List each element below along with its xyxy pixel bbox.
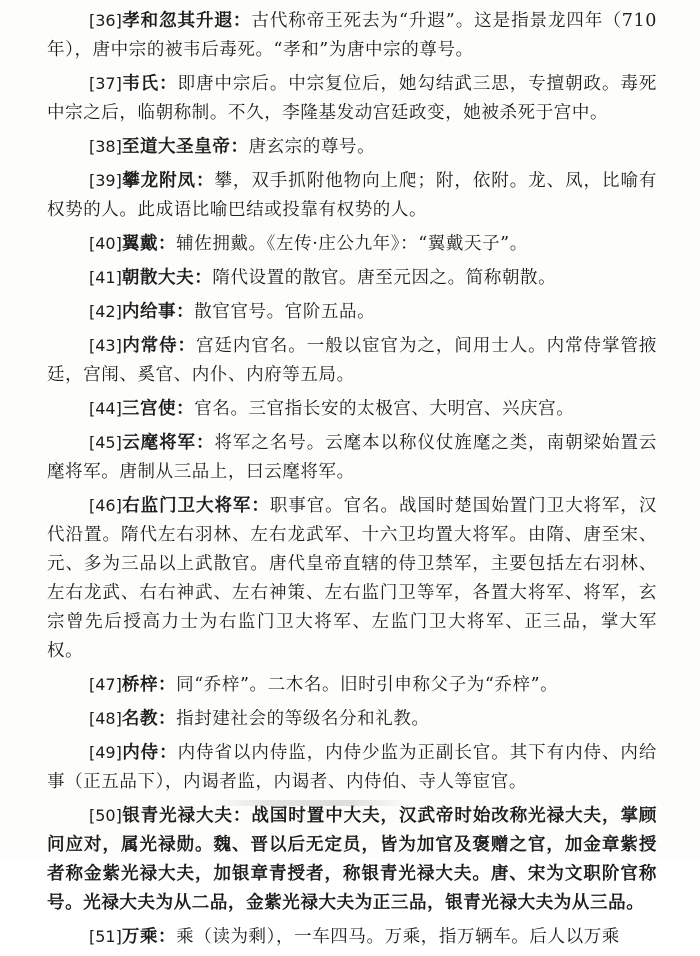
note-body: 攀，双手抓附他物向上爬；附，依附。龙、凤，比喻有权势的人。此成语比喻巴结或投靠有权势的人。 bbox=[47, 171, 657, 220]
note-term: 至道大圣皇帝： bbox=[121, 137, 249, 157]
note-term: 右监门卫大将军： bbox=[121, 496, 270, 516]
note-number: [51] bbox=[89, 927, 122, 946]
note-body: 内侍省以内侍监，内侍少监为正副长官。其下有内侍、内给事（正五品下），内谒者监，内谒者、内侍伯、寺人等宦官。 bbox=[47, 743, 657, 792]
note-body: 将军之名号。云麾本以称仪仗旌麾之类，南朝梁始置云麾将军。唐制从三品上，曰云麾将军。 bbox=[47, 433, 657, 482]
note-body: 隋代设置的散官。唐至元因之。简称朝散。 bbox=[212, 268, 557, 288]
note-number: [37] bbox=[89, 74, 122, 93]
note-number: [38] bbox=[89, 137, 122, 156]
note-number: [45] bbox=[89, 433, 122, 452]
note-number: [41] bbox=[89, 268, 122, 287]
note-term: 孝和忽其升遐： bbox=[121, 11, 252, 31]
note-number: [39] bbox=[89, 171, 122, 190]
note-term: 内常侍： bbox=[121, 336, 197, 356]
note-number: [48] bbox=[89, 709, 122, 728]
note-36 bbox=[47, 6, 657, 65]
note-49 bbox=[47, 738, 657, 797]
note-number: [42] bbox=[89, 302, 122, 321]
note-42 bbox=[47, 297, 657, 327]
note-number: [47] bbox=[89, 675, 122, 694]
note-number: [36] bbox=[89, 11, 122, 30]
note-body: 乘（读为剩），一车四马。万乘，指万辆车。后人以万乘 bbox=[176, 927, 620, 947]
note-term: 内侍： bbox=[121, 743, 178, 763]
note-term: 内给事： bbox=[121, 302, 195, 322]
bleed-through-smudge bbox=[210, 800, 410, 806]
note-40 bbox=[47, 229, 657, 259]
note-body: 唐玄宗的尊号。 bbox=[248, 137, 376, 157]
note-number: [44] bbox=[89, 399, 122, 418]
note-body: 辅佐拥戴。《左传·庄公九年》：“翼戴天子”。 bbox=[176, 234, 528, 254]
note-body: 古代称帝王死去为“升遐”。这是指景龙四年（710年），唐中宗的被韦后毒死。“孝和”为唐中宗的尊号。 bbox=[47, 11, 657, 60]
note-term: 翼戴： bbox=[121, 234, 177, 254]
note-number: [43] bbox=[89, 336, 122, 355]
note-term: 名教： bbox=[121, 709, 177, 729]
note-body: 官名。三官指长安的太极宫、大明宫、兴庆宫。 bbox=[194, 399, 575, 419]
note-51 bbox=[47, 922, 657, 952]
note-term: 攀龙附凤： bbox=[121, 171, 215, 191]
annotation-list bbox=[47, 6, 657, 956]
note-43 bbox=[47, 331, 657, 390]
note-body: 同“乔梓”。二木名。旧时引申称父子为“乔梓”。 bbox=[176, 675, 559, 695]
note-50 bbox=[47, 801, 657, 918]
note-term: 云麾将军： bbox=[121, 433, 215, 453]
note-term: 银青光禄大夫： bbox=[121, 806, 252, 826]
note-48 bbox=[47, 704, 657, 734]
note-body: 即唐中宗后。中宗复位后，她勾结武三思，专擅朝政。毒死中宗之后，临朝称制。不久，李隆基发动宫廷政变，她被杀死于宫中。 bbox=[47, 74, 657, 123]
note-45 bbox=[47, 428, 657, 487]
note-number: [46] bbox=[89, 496, 122, 515]
note-46 bbox=[47, 491, 657, 666]
note-body: 散官官号。官阶五品。 bbox=[194, 302, 376, 322]
note-term: 朝散大夫： bbox=[121, 268, 213, 288]
note-term: 桥梓： bbox=[121, 675, 177, 695]
note-44 bbox=[47, 394, 657, 424]
note-38 bbox=[47, 132, 657, 162]
note-body: 宫廷内官名。一般以宦官为之，间用士人。内常侍掌管掖廷，宫闱、奚官、内仆、内府等五局。 bbox=[47, 336, 657, 385]
note-37 bbox=[47, 69, 657, 128]
note-number: [49] bbox=[89, 743, 122, 762]
note-body: 指封建社会的等级名分和礼教。 bbox=[176, 709, 430, 729]
note-term: 韦氏： bbox=[121, 74, 178, 94]
note-term: 三宫使： bbox=[121, 399, 195, 419]
note-47 bbox=[47, 670, 657, 700]
note-39 bbox=[47, 166, 657, 225]
note-number: [40] bbox=[89, 234, 122, 253]
note-number: [50] bbox=[89, 806, 122, 825]
note-body: 职事官。官名。战国时楚国始置门卫大将军，汉代沿置。隋代左右羽林、左右龙武军、十六卫均置大将军。由隋、唐至宋、元、多为三品以上武散官。唐代皇帝直辖的侍卫禁军，主要包括左右羽林、左右龙武、右右神武、左右神策、左右监门卫等军，各置大将军、将军，玄宗曾先后授高力士为右监门卫大将军、左监门卫大将军、正三品，掌大军权。 bbox=[47, 496, 657, 661]
note-body: 战国时置中大夫，汉武帝时始改称光禄大夫，掌顾问应对，属光禄勋。魏、晋以后无定员，皆为加官及褒赠之官，加金章紫授者称金紫光禄大夫，加银章青授者，称银青光禄大夫。唐、宋为文职阶官称号。光禄大夫为从二品，金紫光禄大夫为正三品，银青光禄大夫为从三品。 bbox=[47, 806, 657, 913]
note-41 bbox=[47, 263, 657, 293]
note-term: 万乘： bbox=[121, 927, 177, 947]
